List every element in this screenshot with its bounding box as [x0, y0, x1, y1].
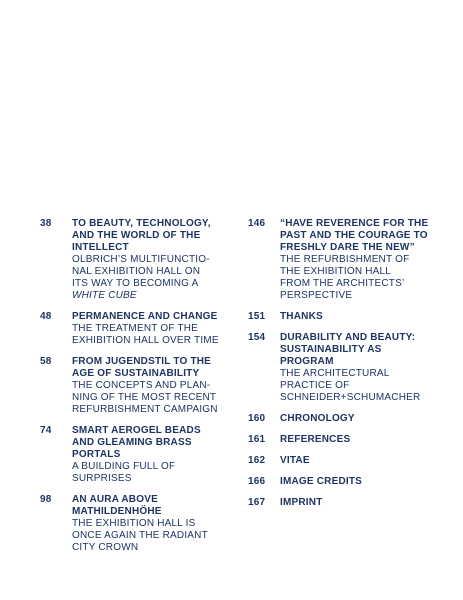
- toc-entry[interactable]: [40, 218, 245, 302]
- toc-entry[interactable]: [248, 413, 458, 425]
- toc-entry[interactable]: [40, 311, 245, 347]
- toc-entry[interactable]: [248, 455, 458, 467]
- entry-title: VITAE: [280, 455, 310, 466]
- toc-column-left: [40, 218, 245, 563]
- entry-title: THANKS: [280, 311, 323, 322]
- entry-subtitle: THE REFURBISHMENT OF THE EXHIBITION HALL FROM THE ARCHITECTS’ PERSPECTIVE: [280, 254, 410, 301]
- toc-entry[interactable]: [248, 434, 458, 446]
- entry-subtitle: THE EXHIBITION HALL IS ONCE AGAIN THE RADIANT CITY CROWN: [72, 518, 208, 553]
- entry-title: SMART AEROGEL BEADS AND GLEAMING BRASS PORTALS: [72, 425, 201, 460]
- page-number: 166: [248, 476, 266, 487]
- entry-title: “HAVE REVERENCE FOR THE PAST AND THE COURAGE TO FRESHLY DARE THE NEW”: [280, 218, 429, 253]
- entry-title: TO BEAUTY, TECHNOLOGY, AND THE WORLD OF THE INTELLECT: [72, 218, 211, 253]
- toc-entry[interactable]: [248, 218, 458, 302]
- page-number: 58: [40, 356, 52, 367]
- page-number: 38: [40, 218, 52, 229]
- entry-subtitle: A BUILDING FULL OF SURPRISES: [72, 461, 176, 484]
- entry-title: PERMANENCE AND CHANGE: [72, 311, 218, 322]
- entry-title: FROM JUGENDSTIL TO THE AGE OF SUSTAINABILITY: [72, 356, 212, 379]
- entry-subtitle: THE CONCEPTS AND PLAN- NING OF THE MOST RECENT REFURBISHMENT CAMPAIGN: [72, 380, 218, 415]
- page-number: 162: [248, 455, 266, 466]
- toc-entry[interactable]: [248, 332, 458, 404]
- page-number: 74: [40, 425, 52, 436]
- entry-title: REFERENCES: [280, 434, 351, 445]
- page-number: 160: [248, 413, 266, 424]
- page-number: 154: [248, 332, 266, 343]
- toc-entry[interactable]: [40, 356, 245, 416]
- toc-entry[interactable]: [40, 494, 245, 554]
- entry-subtitle: OLBRICH’S MULTIFUNCTIO- NAL EXHIBITION HALL ON ITS WAY TO BECOMING A WHITE CUBE: [72, 254, 210, 301]
- entry-subtitle: THE TREATMENT OF THE EXHIBITION HALL OVER TIME: [72, 323, 219, 346]
- toc-entry[interactable]: [40, 425, 245, 485]
- page-number: 146: [248, 218, 266, 229]
- entry-title: DURABILITY AND BEAUTY: SUSTAINABILITY AS PROGRAM: [280, 332, 416, 367]
- entry-title: IMAGE CREDITS: [280, 476, 363, 487]
- entry-subtitle: THE ARCHITECTURAL PRACTICE OF SCHNEIDER+SCHUMACHER: [280, 368, 421, 403]
- toc-entry[interactable]: [248, 497, 458, 509]
- page-number: 98: [40, 494, 52, 505]
- toc-entry[interactable]: [248, 476, 458, 488]
- entry-subtitle-italic: WHITE CUBE: [72, 290, 137, 301]
- entry-title: CHRONOLOGY: [280, 413, 355, 424]
- page-number: 48: [40, 311, 52, 322]
- entry-title: AN AURA ABOVE MATHILDENHÖHE: [72, 494, 162, 517]
- entry-title: IMPRINT: [280, 497, 323, 508]
- toc-column-right: [248, 218, 458, 518]
- page-number: 151: [248, 311, 266, 322]
- toc-entry[interactable]: [248, 311, 458, 323]
- page-number: 167: [248, 497, 266, 508]
- page-number: 161: [248, 434, 266, 445]
